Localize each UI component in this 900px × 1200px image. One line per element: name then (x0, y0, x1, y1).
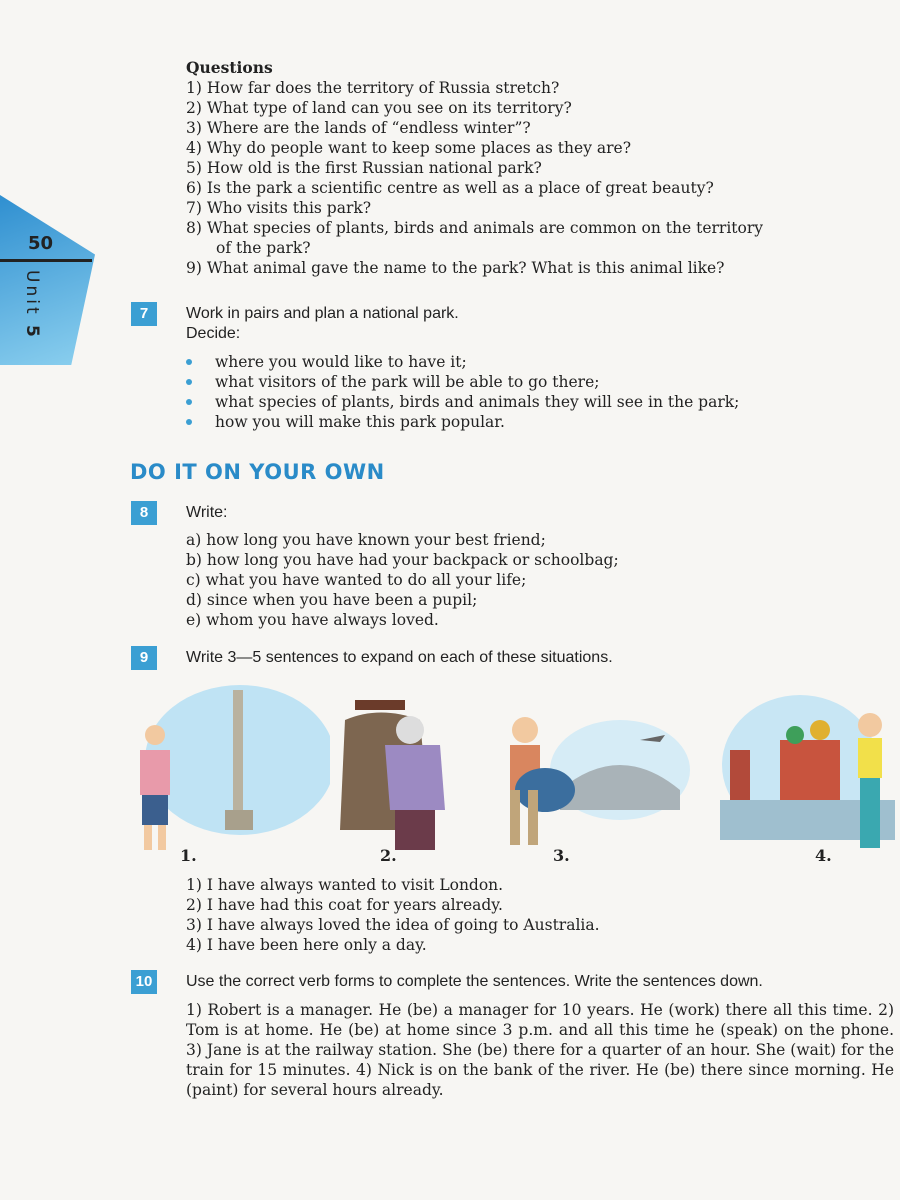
list-item: c) what you have wanted to do all your life; (186, 571, 527, 589)
instruction: Write: (186, 504, 228, 521)
list-item: d) since when you have been a pupil; (186, 591, 478, 609)
picture-label: 1. (180, 846, 197, 865)
page-number: 50 (28, 233, 54, 254)
question: 8) What species of plants, birds and animals are common on the territory (186, 219, 764, 237)
question: 5) How old is the first Russian national park? (186, 159, 542, 177)
picture-label: 3. (553, 846, 570, 865)
unit-word: Unit (22, 270, 42, 317)
questions-title: Questions (186, 58, 273, 77)
unit-label (22, 270, 42, 340)
picture-label: 2. (380, 846, 397, 865)
exercise-number: 7 (131, 302, 157, 326)
question: 7) Who visits this park? (186, 199, 372, 217)
list-item: b) how long you have had your backpack or schoolbag; (186, 551, 619, 569)
list-item: what species of plants, birds and animals they will see in the park; (185, 392, 739, 412)
question: 2) What type of land can you see on its territory? (186, 99, 572, 117)
red-square-illustration (720, 680, 895, 860)
exercise-number: 9 (131, 646, 157, 670)
question: 6) Is the park a scientific centre as well as a place of great beauty? (186, 179, 714, 197)
exercise-number: 8 (131, 501, 157, 525)
divider (0, 259, 92, 262)
list-item: 1) I have always wanted to visit London. (186, 876, 504, 894)
exercise-10-text: 1) Robert is a manager. He (be) a manager for 10 years. He (work) there all this time. 2) Tom is at home. He (be) at home since 3 p.m. and all this time he (speak) on the phone. 3) Jane is at the railway station. She (be) there for a quarter of an hour. She (wait) for the train for 15 minutes. 4) Nick is on the bank of the river. He (be) there since morning. He (paint) for several hours already. (186, 1001, 894, 1099)
questions (186, 58, 763, 278)
question: of the park? (216, 239, 311, 257)
picture-label: 4. (815, 846, 832, 865)
bullet-list (185, 352, 739, 432)
list-item: 4) I have been here only a day. (186, 936, 427, 954)
exercise-7 (186, 304, 459, 344)
instruction: Write 3—5 sentences to expand on each of these situations. (186, 649, 613, 666)
question: 1) How far does the territory of Russia stretch? (186, 79, 560, 97)
exercise-8-list (186, 530, 619, 630)
list-item: 2) I have had this coat for years already. (186, 896, 503, 914)
unit-number: 5 (22, 325, 42, 340)
list-item: e) whom you have always loved. (186, 611, 439, 629)
question: 3) Where are the lands of “endless winter”? (186, 119, 531, 137)
section-heading: DO IT ON YOUR OWN (130, 460, 385, 484)
decide-label: Decide: (186, 325, 241, 342)
list-item: a) how long you have known your best friend; (186, 531, 546, 549)
exercise-9-list (186, 875, 600, 955)
unit-tab (0, 195, 95, 365)
list-item: how you will make this park popular. (185, 412, 739, 432)
list-item: 3) I have always loved the idea of going to Australia. (186, 916, 600, 934)
list-item: what visitors of the park will be able to go there; (185, 372, 739, 392)
list-item: where you would like to have it; (185, 352, 739, 372)
exercise-number: 10 (131, 970, 157, 994)
coat-illustration (330, 680, 480, 860)
instruction: Use the correct verb forms to complete the sentences. Write the sentences down. (186, 973, 763, 990)
airport-illustration (480, 680, 690, 860)
question: 4) Why do people want to keep some places as they are? (186, 139, 632, 157)
question: 9) What animal gave the name to the park? What is this animal like? (186, 259, 725, 277)
instruction: Work in pairs and plan a national park. (186, 305, 459, 322)
london-column-illustration (130, 680, 330, 860)
